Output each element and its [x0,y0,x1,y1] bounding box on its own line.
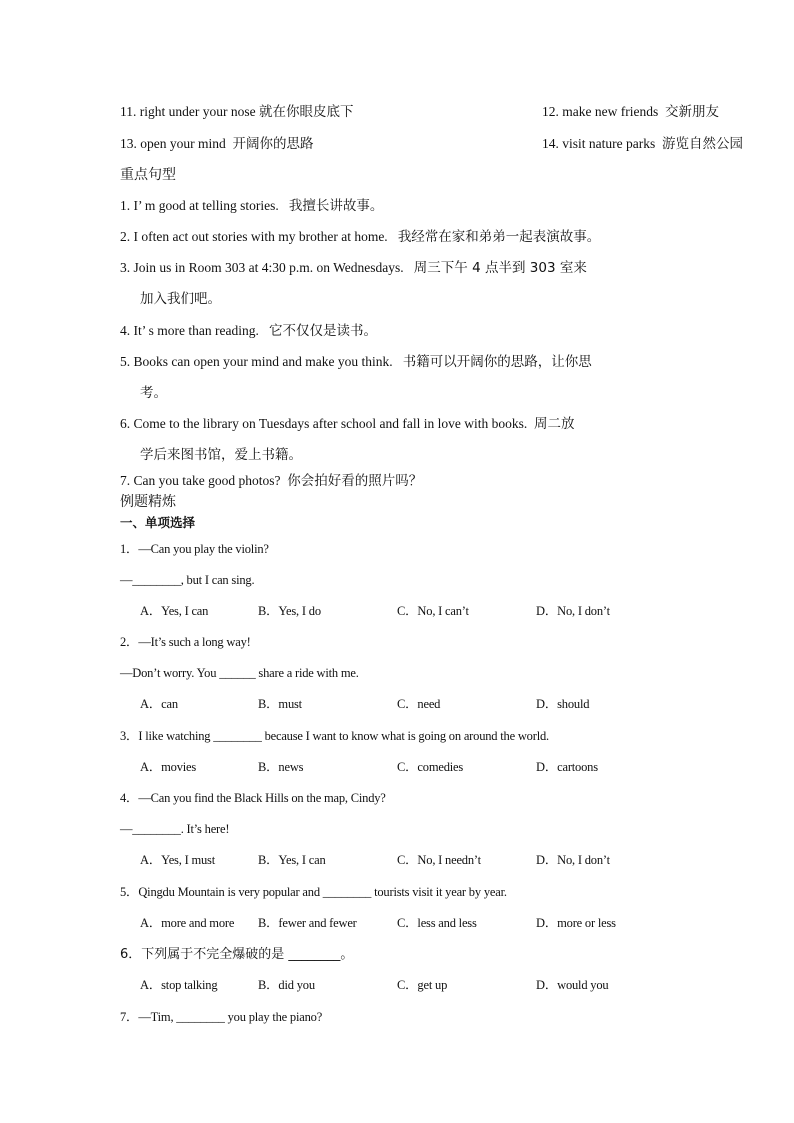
sentences-heading: 重点句型 [120,167,176,183]
q1-option-a[interactable]: A．Yes, I can [140,604,209,618]
question-1-response: —________, but I can sing. [120,573,255,587]
q5-option-a[interactable]: A．more and more [140,916,235,930]
sentence-1-en: 1. I’ m good at telling stories. [120,198,279,213]
sentence-4-en: 4. It’ s more than reading. [120,323,259,338]
phrase-12 [542,103,719,121]
q3-option-c[interactable]: C．comedies [397,760,464,774]
q3-option-d[interactable]: D．cartoons [536,760,598,774]
question-6-stem [120,945,353,964]
phrase-11-cn: 就在你眼皮底下 [258,104,354,120]
section-heading: 一、单项选择 [120,515,196,530]
q4-option-d[interactable]: D．No, I don’t [536,853,610,867]
sentence-7 [120,472,422,490]
phrase-12-cn: 交新朋友 [664,104,719,120]
sentence-2 [120,228,600,246]
sentence-1 [120,197,383,215]
q2-option-c[interactable]: C．need [397,697,441,711]
sentence-3-cn-line1: 周三下午 4 点半到 303 室来 [413,260,587,276]
question-5-stem: 5．Qingdu Mountain is very popular and ________ tourists visit it year by year. [120,885,507,899]
sentence-2-cn: 我经常在家和弟弟一起表演故事。 [397,229,601,245]
q1-option-b[interactable]: B．Yes, I do [258,604,321,618]
q6-option-c[interactable]: C．get up [397,978,448,992]
sentence-3-cn-line2: 加入我们吧。 [140,291,221,307]
sentence-4-cn: 它不仅仅是读书。 [268,323,377,339]
q6-option-b[interactable]: B．did you [258,978,315,992]
question-4-stem: 4．—Can you find the Black Hills on the map, Cindy? [120,791,386,805]
phrase-12-en: 12. make new friends [542,104,659,119]
sentence-5-cn-line2: 考。 [140,385,167,401]
q4-option-c[interactable]: C．No, I needn’t [397,853,481,867]
sentence-4 [120,322,377,340]
sentence-5 [120,353,592,371]
phrase-14-en: 14. visit nature parks [542,136,656,151]
q6-option-d[interactable]: D．would you [536,978,609,992]
q1-option-c[interactable]: C．No, I can’t [397,604,469,618]
phrase-row-13-14 [120,135,743,153]
q3-option-a[interactable]: A．movies [140,760,197,774]
phrase-13-en: 13. open your mind [120,136,226,151]
sentence-5-cn-line1: 书籍可以开阔你的思路，让你思 [402,354,592,370]
phrase-13-cn: 开阔你的思路 [232,136,314,152]
q3-option-b[interactable]: B．news [258,760,304,774]
question-7-stem: 7．—Tim, ________ you play the piano? [120,1010,323,1024]
question-1-stem: 1．—Can you play the violin? [120,542,269,556]
question-2-response: —Don’t worry. You ______ share a ride with me. [120,666,359,680]
q2-option-b[interactable]: B．must [258,697,302,711]
sentence-6-en: 6. Come to the library on Tuesdays after school and fall in love with books. [120,416,528,431]
sentence-5-en: 5. Books can open your mind and make you think. [120,354,393,369]
sentence-1-cn: 我擅长讲故事。 [288,198,384,214]
q5-option-b[interactable]: B．fewer and fewer [258,916,357,930]
sentence-3-en: 3. Join us in Room 303 at 4:30 p.m. on Wednesdays. [120,260,404,275]
q2-option-d[interactable]: D．should [536,697,590,711]
q5-option-c[interactable]: C．less and less [397,916,477,930]
q6-option-a[interactable]: A．stop talking [140,978,218,992]
sentence-6-cn-line1: 周二放 [533,416,575,432]
phrase-11-en: 11. right under your nose [120,104,256,119]
phrase-14-cn: 游览自然公园 [661,136,743,152]
sentence-7-cn: 你会拍好看的照片吗？ [287,473,423,489]
question-3-stem: 3．I like watching ________ because I want to know what is going on around the world. [120,729,549,743]
q2-option-a[interactable]: A．can [140,697,178,711]
q5-option-d[interactable]: D．more or less [536,916,616,930]
sentence-7-en: 7. Can you take good photos? [120,473,281,488]
question-2-stem: 2．—It’s such a long way! [120,635,251,649]
examples-heading: 例题精炼 [120,494,176,510]
sentence-2-en: 2. I often act out stories with my brother at home. [120,229,388,244]
sentence-6 [120,415,574,433]
phrase-14 [542,135,743,153]
question-4-response: —________. It’s here! [120,822,230,836]
q1-option-d[interactable]: D．No, I don’t [536,604,610,618]
sentence-6-cn-line2: 学后来图书馆，爱上书籍。 [140,447,302,463]
q4-option-b[interactable]: B．Yes, I can [258,853,326,867]
sentence-3 [120,259,587,277]
q4-option-a[interactable]: A．Yes, I must [140,853,215,867]
phrase-row-11-12 [120,103,719,121]
question-6-text: 6．下列属于不完全爆破的是 ________。 [120,947,354,962]
